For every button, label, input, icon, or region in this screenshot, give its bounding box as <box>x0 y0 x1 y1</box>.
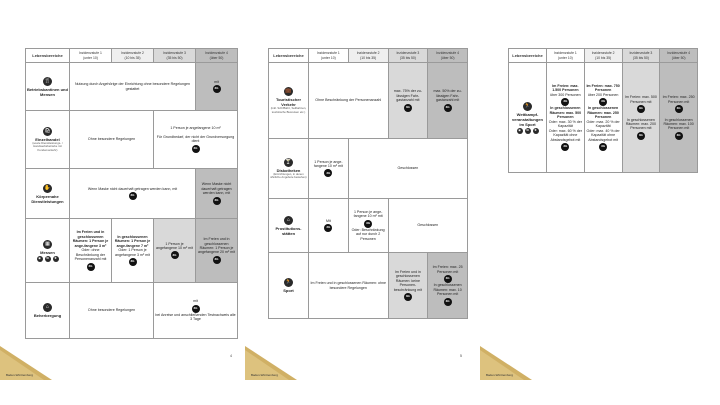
header-level-1: Inzidenzstufe 1 (unter 10) <box>309 49 349 63</box>
cell-body-l1-l3: Wenn Maske nicht dauerhaft getragen werden kann, mit 3G <box>70 169 196 219</box>
header-level-1: Inzidenzstufe 1 (unter 10) <box>547 49 585 63</box>
badge-3g: 3G <box>404 104 412 112</box>
cell-prostitution-l3-l4: Geschlossen <box>388 199 468 253</box>
table-row <box>26 111 238 169</box>
table-row <box>26 63 238 111</box>
cell-tourism-l3: max. 75% der zu-lässigen Fahr-gastanzahl mit 3G <box>388 63 428 139</box>
distance-icon: ⇆ <box>46 256 49 260</box>
header-level-4: Inzidenzstufe 4 (über 50) <box>428 49 468 63</box>
badge-3g: 3G <box>213 256 221 264</box>
row-header-retail: 🛍 Einzelhandel (sowie Dienstleistungs- / Handwerksbetriebe mit Kundenverkehr) <box>26 111 70 169</box>
table-row <box>269 139 468 199</box>
table-row <box>26 169 238 219</box>
footer-logo-2 <box>245 340 297 380</box>
badge-3g: 3G <box>192 145 200 153</box>
badge-3g: 3G <box>324 224 332 232</box>
row-header-lodging: ⌂ Beherbergung <box>26 283 70 339</box>
cell-lodging-l3-l4: mit 3G bei Anreise und anschließenden Testnachweis alle 3 Tage <box>154 283 238 339</box>
header-level-4: Inzidenzstufe 4 (über 50) <box>660 49 698 63</box>
row-header-body-services: ✋ Körpernahe Dienstleistungen <box>26 169 70 219</box>
header-level-3: Inzidenzstufe 3 (35 bis 50) <box>622 49 660 63</box>
badge-3g: 3G <box>637 105 645 113</box>
badge-3g: 3G <box>599 98 607 106</box>
presentation-icon: ▦ <box>43 240 52 249</box>
hand-icon: ✋ <box>44 184 51 191</box>
header-area: Lebensbereiche <box>269 49 309 63</box>
row-header-fairs: ▦ Messen ◉ ⇆ ✚ <box>26 219 70 283</box>
badge-3g: 3G <box>637 132 645 140</box>
table-row <box>509 63 698 173</box>
header-row <box>26 49 238 63</box>
badge-3g: 3G <box>129 258 137 266</box>
runner-icon: 🏃 <box>285 279 292 285</box>
header-level-1: Inzidenzstufe 1 (unter 10) <box>70 49 112 63</box>
cutlery-icon: 🍴 <box>44 77 51 84</box>
badge-3g: 3G <box>675 105 683 113</box>
header-area: Lebensbereiche <box>509 49 547 63</box>
page-number: 5 <box>460 354 462 358</box>
badge-3g: 3G <box>599 143 607 151</box>
footer-logo-3 <box>480 340 532 380</box>
brand-label: Baden-Württemberg <box>251 373 279 377</box>
rules-table-page-2 <box>268 48 468 319</box>
header-level-3: Inzidenzstufe 3 (35 bis 50) <box>388 49 428 63</box>
header-level-3: Inzidenzstufe 3 (35 bis 50) <box>154 49 196 63</box>
cell-prostitution-l1: Mit 3G <box>309 199 349 253</box>
cell-canteens-l4: mit 3G <box>196 63 238 111</box>
rules-table-page-1 <box>25 48 238 339</box>
cell-competition-l2: Im Freien: max. 750 Personen über 200 Personen 3G In geschlossenen Räumen: max. 250 Personen Oder: max. 20 % der Kapazität Oder: max. 40 % der Kapazität ohne Abstandsgebot mit 3G <box>584 63 622 173</box>
header-level-2: Inzidenzstufe 2 (10 bis 35) <box>112 49 154 63</box>
table-row <box>26 219 238 283</box>
badge-3g: 3G <box>444 275 452 283</box>
table-row <box>269 63 468 139</box>
footer-logo-1 <box>0 340 52 380</box>
document-page-1 <box>25 48 238 376</box>
document-page-3 <box>508 48 698 174</box>
cell-fairs-l1: Im Freien und in geschlossenen Räumen: 1 Person je ange-fangene 3 m² Oder: ohne Beschränkung der Personenanzahl mit 3G <box>70 219 112 283</box>
document-page-2 <box>268 48 468 376</box>
cell-lodging-l1-l2: Ohne besondere Regelungen <box>70 283 154 339</box>
badge-3g: 3G <box>364 220 372 228</box>
distance-icon: ⇆ <box>526 128 529 132</box>
badge-3g: 3G <box>561 143 569 151</box>
badge-3g: 3G <box>324 169 332 177</box>
cell-fairs-l3: 1 Person je angefangene 10 m² mit 3G <box>154 219 196 283</box>
cell-sport-l1-l2: Im Freien und in geschlossenen Räumen: ohne besondere Regelungen <box>309 253 389 319</box>
cell-tourism-l4: max. 50% der zu-lässigen Fahr-gastanzahl mit 3G <box>428 63 468 139</box>
brand-label: Baden-Württemberg <box>6 373 34 377</box>
hygiene-icon: ✚ <box>54 256 57 260</box>
badge-3g: 3G <box>192 305 200 313</box>
cell-competition-l3: Im Freien: max. 500 Personen mit 3G In geschlossenen Räumen: max. 200 Personen mit 3G <box>622 63 660 173</box>
cell-retail-l3-l4: 1 Person je angefangene 10 m² Für Grundbedarf, der nicht der Grundversorgung dient 3G <box>154 111 238 169</box>
header-level-4: Inzidenzstufe 4 (über 50) <box>196 49 238 63</box>
badge-3g: 3G <box>404 293 412 301</box>
badge-3g: 3G <box>129 192 137 200</box>
cell-fairs-l4: Im Freien und in geschlossenen Räumen: 1 Person je angefangene 20 m² mit 3G <box>196 219 238 283</box>
hygiene-icon: ✚ <box>534 128 537 132</box>
table-row <box>26 283 238 339</box>
cell-tourism-l1-l2: Ohne Beschränkung der Personenanzahl <box>309 63 389 139</box>
cell-sport-l4: Im Freien: max. 25 Personen mit 3G In geschlossenen Räumen: max. 10 Personen mit 3G <box>428 253 468 319</box>
brand-label: Baden-Württemberg <box>486 373 514 377</box>
rules-table-page-3 <box>508 48 698 173</box>
row-header-disco: 🍸 Diskotheken (Einrichtungen, in denen ähnliche Angebote bestehen) <box>269 139 309 199</box>
table-row <box>269 199 468 253</box>
badge-3g: 3G <box>444 104 452 112</box>
shopping-bag-icon: 🛍 <box>44 127 51 134</box>
badge-3g: 3G <box>675 132 683 140</box>
badge-3g: 3G <box>171 251 179 259</box>
header-row <box>509 49 698 63</box>
cell-competition-l1: Im Freien: max. 1.500 Personen über 300 Personen 3G In geschlossenen Räumen: max. 500 Personen Oder: max. 30 % der Kapazität Oder: max. 60 % der Kapazität ohne Abstandsgebot mit 3G <box>547 63 585 173</box>
table-row <box>269 253 468 319</box>
header-area: Lebensbereiche <box>26 49 70 63</box>
cell-fairs-l2: In geschlossenen Räumen: 1 Person je ange-fangene 7 m² Oder: 1 Person je angefangene 3 m² mit 3G <box>112 219 154 283</box>
row-header-prostitution: ⌂ Prostitutions-stätten <box>269 199 309 253</box>
cell-canteens-l1-l3: Nutzung durch Angehörige der Einrichtung ohne besondere Regelungen gestattet <box>70 63 196 111</box>
cell-competition-l4: Im Freien: max. 250 Personen mit 3G In geschlossenen Räumen: max. 100 Personen mit 3G <box>660 63 698 173</box>
house-icon: ⌂ <box>284 216 293 225</box>
badge-3g: 3G <box>87 263 95 271</box>
cell-disco-l1: 1 Person je ange-fangene 10 m² mit 3G <box>309 139 349 199</box>
luggage-icon: 💼 <box>285 88 292 95</box>
cell-retail-l1-l2: Ohne besondere Regelungen <box>70 111 154 169</box>
header-row <box>269 49 468 63</box>
cell-sport-l3: Im Freien und in geschlossenen Räumen: keine Personen-beschränkung mit 3G <box>388 253 428 319</box>
bed-icon: ⌂ <box>43 303 52 312</box>
mask-icon: ◉ <box>38 256 41 260</box>
row-header-sport: 🏃 Sport <box>269 253 309 319</box>
runner-icon: 🏃 <box>524 102 531 109</box>
mask-icon: ◉ <box>518 128 521 132</box>
cell-prostitution-l2: 1 Person je ange-fangene 10 m² mit 3G Oder: Beschränkung auf nur durch 2 Personen <box>348 199 388 253</box>
header-level-2: Inzidenzstufe 2 (10 bis 35) <box>348 49 388 63</box>
badge-3g: 3G <box>213 197 221 205</box>
row-header-competition: 🏃 Wettkampf-veranstaltungen im Sport ◉ ⇆ ✚ <box>509 63 547 173</box>
row-header-tourism: 💼 Touristischer Verkehr (inkl. Schifffahrt, Seilbahnen, touristische Busreisen etc.) <box>269 63 309 139</box>
badge-3g: 3G <box>213 85 221 93</box>
badge-3g: 3G <box>444 298 452 306</box>
header-level-2: Inzidenzstufe 2 (10 bis 35) <box>584 49 622 63</box>
cell-disco-l2-l4: Geschlossen <box>348 139 467 199</box>
badge-3g: 3G <box>561 98 569 106</box>
cell-body-l4: Wenn Maske nicht dauerhaft getragen werden kann, mit 3G <box>196 169 238 219</box>
row-header-canteens: 🍴 Betriebskantinen und Mensen <box>26 63 70 111</box>
page-number: 4 <box>230 354 232 358</box>
cocktail-icon: 🍸 <box>285 158 292 165</box>
